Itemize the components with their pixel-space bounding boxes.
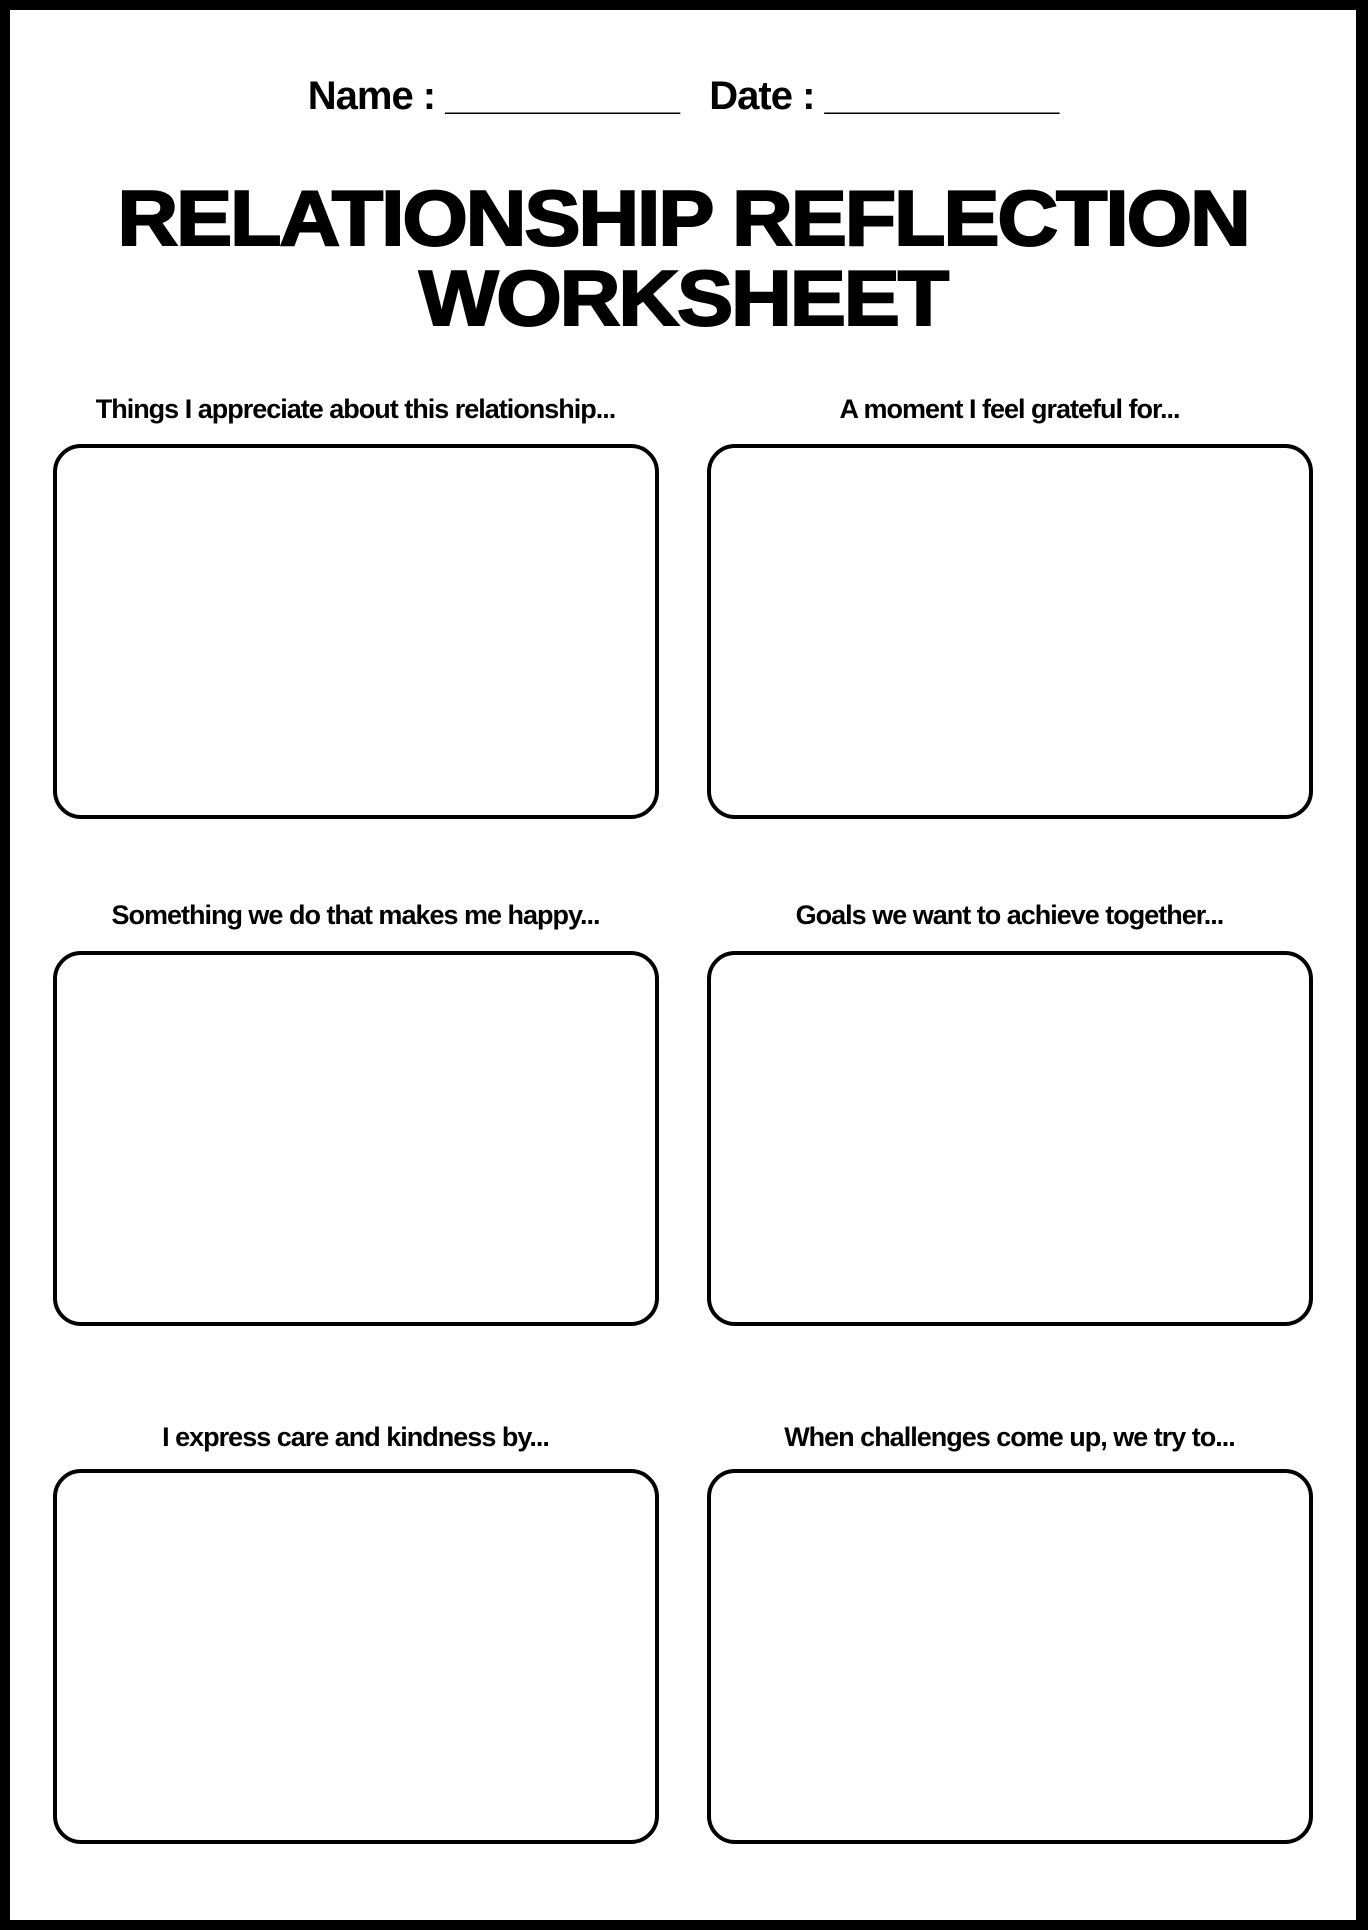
prompt-label-grateful: A moment I feel grateful for... — [839, 394, 1180, 424]
page-title — [0, 174, 1368, 342]
worksheet-page — [10, 10, 1356, 1920]
answer-box-grateful[interactable] — [707, 444, 1313, 819]
title-line-1: RELATIONSHIP REFLECTION — [117, 174, 1249, 262]
name-date-header — [10, 74, 1356, 119]
date-field[interactable]: Date : ___________ — [709, 74, 1059, 118]
prompt-label-goals: Goals we want to achieve together... — [795, 900, 1224, 930]
title-line-2: WORKSHEET — [418, 254, 948, 342]
name-field[interactable]: Name : ___________ — [307, 74, 679, 118]
prompt-label-kindness: I express care and kindness by... — [162, 1422, 549, 1452]
answer-box-appreciate[interactable] — [53, 444, 659, 819]
answer-box-challenges[interactable] — [707, 1469, 1313, 1844]
answer-box-happy[interactable] — [53, 951, 659, 1326]
answer-box-kindness[interactable] — [53, 1469, 659, 1844]
prompt-label-appreciate: Things I appreciate about this relationship... — [95, 394, 616, 424]
prompt-label-challenges: When challenges come up, we try to... — [784, 1422, 1235, 1452]
answer-box-goals[interactable] — [707, 951, 1313, 1326]
prompt-label-happy: Something we do that makes me happy... — [111, 900, 600, 930]
